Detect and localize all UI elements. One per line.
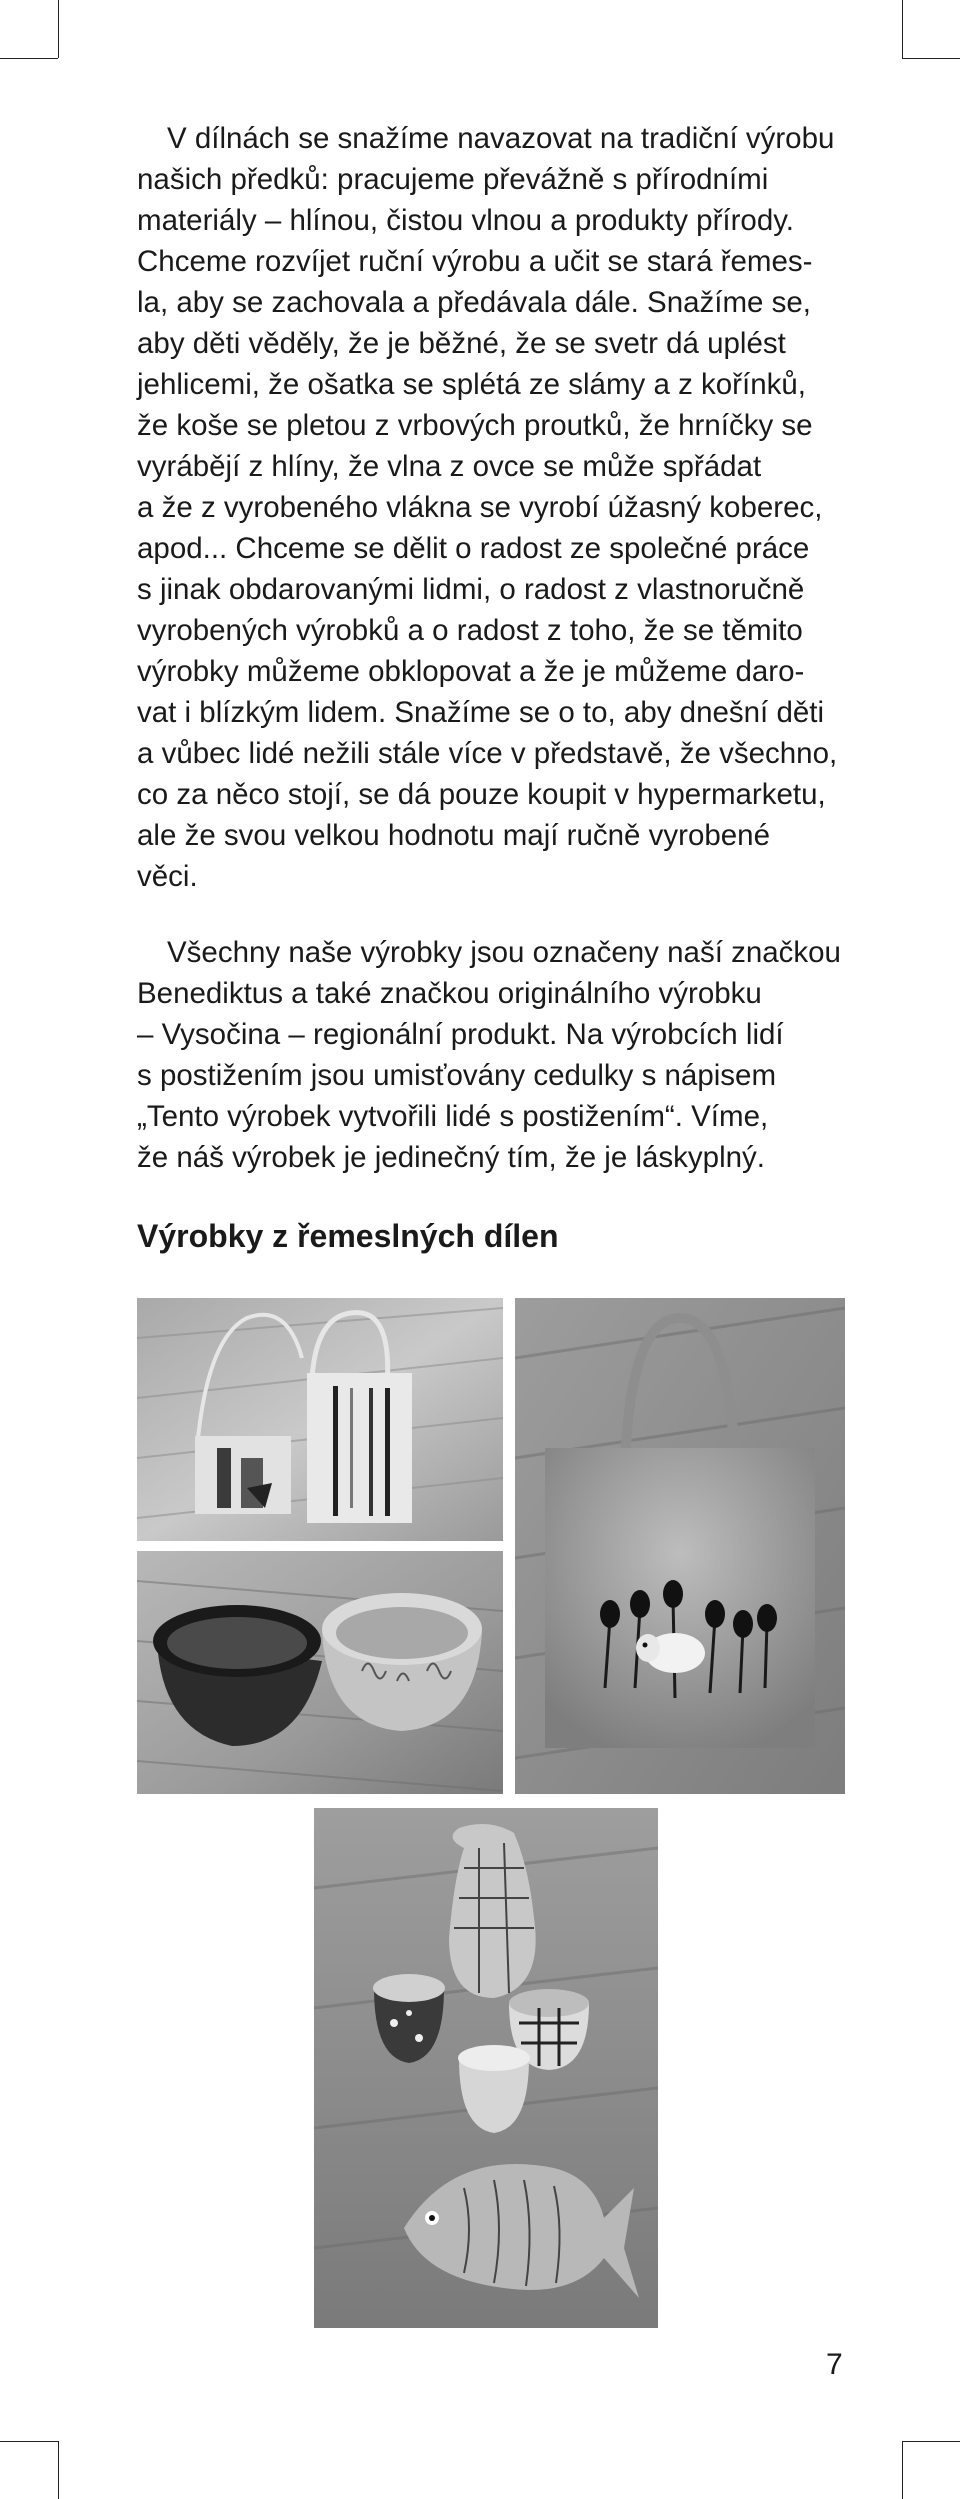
text-line: Benediktus a také značkou originálního výrobku xyxy=(137,977,762,1010)
text-line: a vůbec lidé nežili stále více v představě, že všechno, xyxy=(137,737,838,770)
text-line: vat i blízkým lidem. Snažíme se o to, aby dnešní děti xyxy=(137,696,825,729)
crop-mark-top-left-v xyxy=(58,0,59,58)
crop-mark-top-right-v xyxy=(902,0,903,58)
text-line: s postižením jsou umisťovány cedulky s nápisem xyxy=(137,1059,777,1092)
photo-tote-bag xyxy=(515,1298,845,1794)
text-line: výrobky můžeme obklopovat a že je můžeme daro- xyxy=(137,655,805,688)
crop-mark-top-left-h xyxy=(0,58,58,59)
text-line: apod... Chceme se dělit o radost ze společné práce xyxy=(137,532,810,565)
text-line: Všechny naše výrobky jsou označeny naší značkou xyxy=(167,936,841,969)
text-line: „Tento výrobek vytvořili lidé s postižením“. Víme, xyxy=(137,1100,769,1133)
page-number: 7 xyxy=(826,2348,843,2381)
text-line: ale že svou velkou hodnotu mají ručně vyrobené xyxy=(137,819,770,852)
photo-woven-bags xyxy=(137,1298,503,1541)
text-line: jehlicemi, že ošatka se splétá ze slámy a z kořínků, xyxy=(137,368,806,401)
text-line: že koše se pletou z vrbových proutků, že hrníčky se xyxy=(137,409,813,442)
crop-mark-bottom-left-h xyxy=(0,2441,58,2442)
text-line: a že z vyrobeného vlákna se vyrobí úžasný koberec, xyxy=(137,491,823,524)
text-line: vyrobených výrobků a o radost z toho, že se těmito xyxy=(137,614,803,647)
text-line: vyrábějí z hlíny, že vlna z ovce se může spřádat xyxy=(137,450,762,483)
text-line: že náš výrobek je jedinečný tím, že je láskyplný. xyxy=(137,1141,765,1174)
crop-mark-bottom-right-v xyxy=(902,2441,903,2499)
photo-ceramic-bowls xyxy=(137,1551,503,1794)
text-line: věci. xyxy=(137,860,198,893)
crop-mark-bottom-left-v xyxy=(58,2441,59,2499)
text-line: co za něco stojí, se dá pouze koupit v hypermarketu, xyxy=(137,778,826,811)
text-line: aby děti věděly, že je běžné, že se svetr dá uplést xyxy=(137,327,786,360)
labels-paragraph xyxy=(137,932,847,1178)
text-line: materiály – hlínou, čistou vlnou a produkty přírody. xyxy=(137,204,794,237)
crop-mark-top-right-h xyxy=(902,58,960,59)
text-line: la, aby se zachovala a předávala dále. Snažíme se, xyxy=(137,286,811,319)
text-line: – Vysočina – regionální produkt. Na výrobcích lidí xyxy=(137,1018,784,1051)
text-line: s jinak obdarovanými lidmi, o radost z vlastnoručně xyxy=(137,573,805,606)
section-heading: Výrobky z řemeslných dílen xyxy=(137,1218,559,1254)
text-line: V dílnách se snažíme navazovat na tradiční výrobu xyxy=(167,122,835,155)
crop-mark-bottom-right-h xyxy=(902,2441,960,2442)
photo-ceramic-jugs xyxy=(314,1808,658,2328)
text-line: našich předků: pracujeme převážně s přírodními xyxy=(137,163,769,196)
text-line: Chceme rozvíjet ruční výrobu a učit se stará řemes- xyxy=(137,245,813,278)
intro-paragraph xyxy=(137,118,847,897)
